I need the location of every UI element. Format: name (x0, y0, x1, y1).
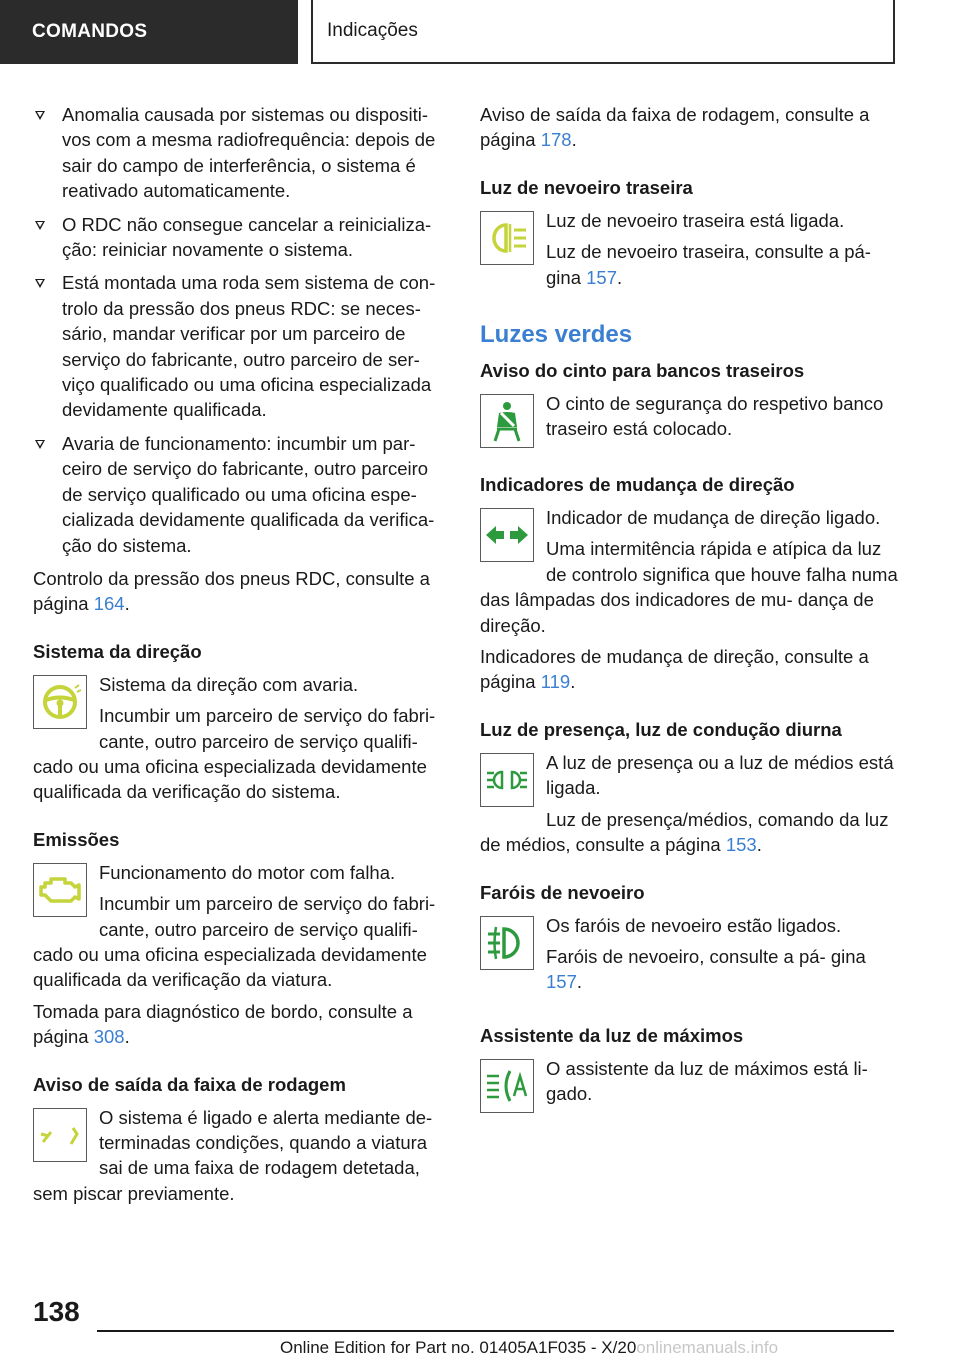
steering-heading: Sistema da direção (33, 640, 202, 662)
high-beam-assistant-icon (480, 1059, 534, 1113)
turn-text-2: Uma intermitência rápida e atípica da luz de controlo significa que houve falha numa das lâmpadas dos indicadores de mu- dança de direção. (480, 538, 898, 636)
page-link[interactable]: 178 (540, 129, 572, 151)
section-tab[interactable]: COMANDOS (0, 0, 298, 64)
page-link[interactable]: 157 (586, 266, 617, 288)
front-fog-heading: Faróis de nevoeiro (480, 881, 645, 903)
triangle-bullet-icon (35, 440, 45, 449)
page-title: Indicações (311, 0, 895, 64)
list-item: O RDC não consegue cancelar a reinicializa- ção: reiniciar novamente o sistema. (33, 212, 447, 263)
page-link[interactable]: 153 (725, 834, 757, 856)
triangle-bullet-icon (35, 221, 45, 230)
emissions-text-2: Incumbir um parceiro de serviço do fabri- cante, outro parceiro de serviço qualifi- cado ou uma oficina especializada devidamente qualificada da verificação da viatura. (33, 893, 436, 991)
page-link[interactable]: 164 (93, 593, 125, 615)
triangle-bullet-icon (35, 279, 45, 288)
steering-text-2: Incumbir um parceiro de serviço do fabri- cante, outro parceiro de serviço qualifi- cado ou uma oficina especializada devidamente qualificada da verificação do sistema. (33, 705, 436, 803)
turn-heading: Indicadores de mudança de direção (480, 474, 795, 496)
emissions-text-1: Funcionamento do motor com falha. (99, 861, 396, 883)
footer-divider (97, 1330, 894, 1332)
rdc-reference: Controlo da pressão dos pneus RDC, consulte a página 164. (33, 567, 430, 615)
lane-heading: Aviso de saída da faixa de rodagem (33, 1073, 346, 1095)
parking-heading: Luz de presença, luz de condução diurna (480, 718, 842, 740)
seatbelt-icon (480, 394, 534, 448)
green-lights-title: Luzes verdes (480, 321, 633, 349)
turn-signal-icon (480, 508, 534, 562)
right-column (480, 102, 898, 1115)
triangle-bullet-icon (35, 111, 45, 120)
watermark: onlinemanuals.info (636, 1338, 779, 1357)
page-link[interactable]: 119 (540, 671, 571, 693)
rear-fog-light-icon (480, 211, 534, 265)
parking-reference: Luz de presença/médios, comando da luz de médios, consulte a página 153. (480, 808, 889, 856)
steering-warning-icon (33, 675, 87, 729)
parking-light-icon (480, 753, 534, 807)
front-fog-light-icon (480, 916, 534, 970)
turn-text-1: Indicador de mudança de direção ligado. (546, 507, 881, 529)
front-fog-text-1: Os faróis de nevoeiro estão ligados. (546, 914, 842, 936)
lane-reference: Aviso de saída da faixa de rodagem, consulte a página 178. (480, 104, 870, 151)
rear-fog-text-1: Luz de nevoeiro traseira está ligada. (546, 209, 845, 231)
rear-fog-heading: Luz de nevoeiro traseira (480, 176, 693, 198)
highbeam-heading: Assistente da luz de máximos (480, 1024, 744, 1046)
footer-edition: Online Edition for Part no. 01405A1F035 - X/20onlinemanuals.info (280, 1338, 779, 1357)
parking-text-1: A luz de presença ou a luz de médios está ligada. (546, 751, 894, 799)
emissions-reference: Tomada para diagnóstico de bordo, consulte a página 308. (33, 1000, 413, 1048)
page-number: 138 (33, 1296, 80, 1327)
front-fog-reference: Faróis de nevoeiro, consulte a pá- gina 157. (546, 945, 866, 993)
seatbelt-heading: Aviso do cinto para bancos traseiros (480, 360, 805, 382)
rear-fog-reference: Luz de nevoeiro traseira, consulte a pá- gina 157. (546, 241, 871, 288)
emissions-heading: Emissões (33, 828, 120, 850)
seatbelt-text-1: O cinto de segurança do respetivo banco traseiro está colocado. (546, 393, 884, 440)
list-item: Anomalia causada por sistemas ou dispositi- vos com a mesma radiofrequência: depois de sair do campo de interferência, o sistema é reativado automaticamente. (33, 102, 447, 204)
left-column (33, 102, 447, 1212)
turn-reference: Indicadores de mudança de direção, consulte a página 119. (480, 646, 869, 693)
page-link[interactable]: 157 (546, 971, 577, 993)
page-link[interactable]: 308 (93, 1026, 125, 1048)
list-item: Está montada uma roda sem sistema de con- trolo da pressão dos pneus RDC: se neces- sário, mandar verificar por um parceiro de serviço do fabricante, outro parceiro de ser- viço qualificado ou uma oficina especializada devidamente qualificada. (33, 270, 447, 422)
steering-text-1: Sistema da direção com avaria. (99, 673, 359, 695)
highbeam-text-1: O assistente da luz de máximos está li- gado. (546, 1057, 868, 1105)
list-item: Avaria de funcionamento: incumbir um par- ceiro de serviço do fabricante, outro parceiro de serviço qualificado ou uma oficina espe- cializada devidamente qualificada da verifica- ção do sistema. (33, 431, 447, 558)
lane-text-1: O sistema é ligado e alerta mediante de- terminadas condições, quando a viatura sai de uma faixa de rodagem detetada, sem piscar previamente. (33, 1106, 433, 1204)
lane-departure-icon (33, 1108, 87, 1162)
engine-check-icon (33, 863, 87, 917)
